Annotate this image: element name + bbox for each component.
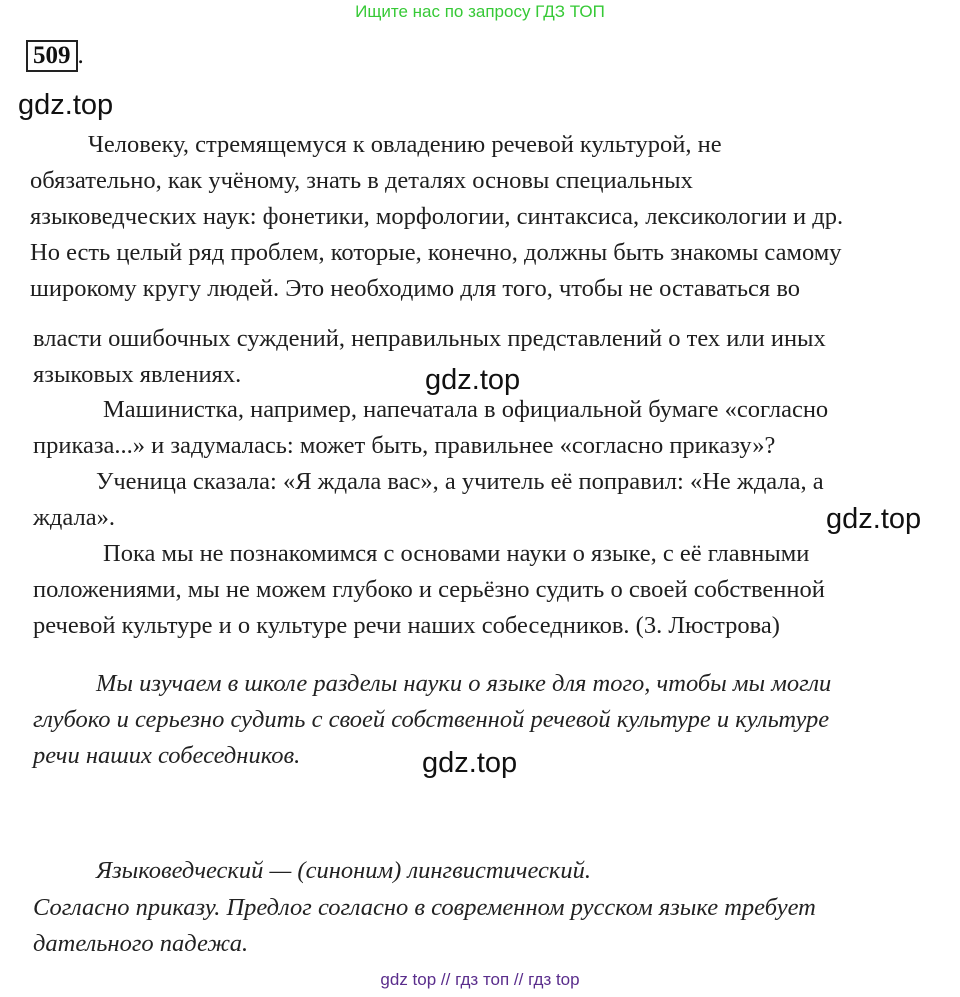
text-line: Человеку, стремящемуся к овладению речевой культурой, не	[88, 131, 722, 158]
search-hint-banner: Ищите нас по запросу ГДЗ ТОП	[355, 2, 605, 21]
watermark: gdz.top	[18, 89, 114, 121]
text-line: Ученица сказала: «Я ждала вас», а учитель её поправил: «Не ждала, а	[96, 468, 824, 495]
answer-line: глубоко и серьезно судить с своей собственной речевой культуре и культуре	[33, 706, 830, 733]
watermark: gdz.top	[422, 747, 518, 779]
text-line: обязательно, как учёному, знать в деталях основы специальных	[30, 167, 693, 194]
text-line: приказа...» и задумалась: может быть, правильнее «согласно приказу»?	[33, 432, 776, 459]
exercise-number-suffix: .	[77, 42, 84, 69]
text-line: речевой культуре и о культуре речи наших собеседников. (3. Люстрова)	[33, 612, 780, 639]
watermark: gdz.top	[826, 503, 922, 535]
exercise-number	[26, 40, 84, 72]
exercise-number-box: 509	[26, 40, 78, 72]
text-line: положениями, мы не можем глубоко и серьёзно судить о своей собственной	[33, 576, 825, 603]
answer-line: Мы изучаем в школе разделы науки о языке для того, чтобы мы могли	[96, 670, 832, 697]
text-line: языковых явлениях.	[33, 361, 242, 388]
text-line: Но есть целый ряд проблем, которые, конечно, должны быть знакомы самому	[30, 239, 842, 266]
text-line: Машинистка, например, напечатала в официальной бумаге «согласно	[103, 396, 829, 423]
watermark: gdz.top	[425, 364, 521, 396]
text-line: языковедческих наук: фонетики, морфологии, синтаксиса, лексикологии и др.	[30, 203, 844, 230]
answer-line: речи наших собеседников.	[33, 742, 301, 769]
note-line: дательного падежа.	[33, 930, 249, 957]
text-line: Пока мы не познакомимся с основами науки о языке, с её главными	[103, 540, 810, 567]
note-line: Языковедческий — (синоним) лингвистический.	[96, 857, 591, 884]
text-line: ждала».	[33, 504, 115, 531]
text-line: власти ошибочных суждений, неправильных представлений о тех или иных	[33, 325, 826, 352]
text-line: широкому кругу людей. Это необходимо для того, чтобы не оставаться во	[30, 275, 800, 302]
note-line: Согласно приказу. Предлог согласно в современном русском языке требует	[33, 894, 816, 921]
footer-links: gdz top // гдз топ // гдз top	[380, 970, 580, 989]
